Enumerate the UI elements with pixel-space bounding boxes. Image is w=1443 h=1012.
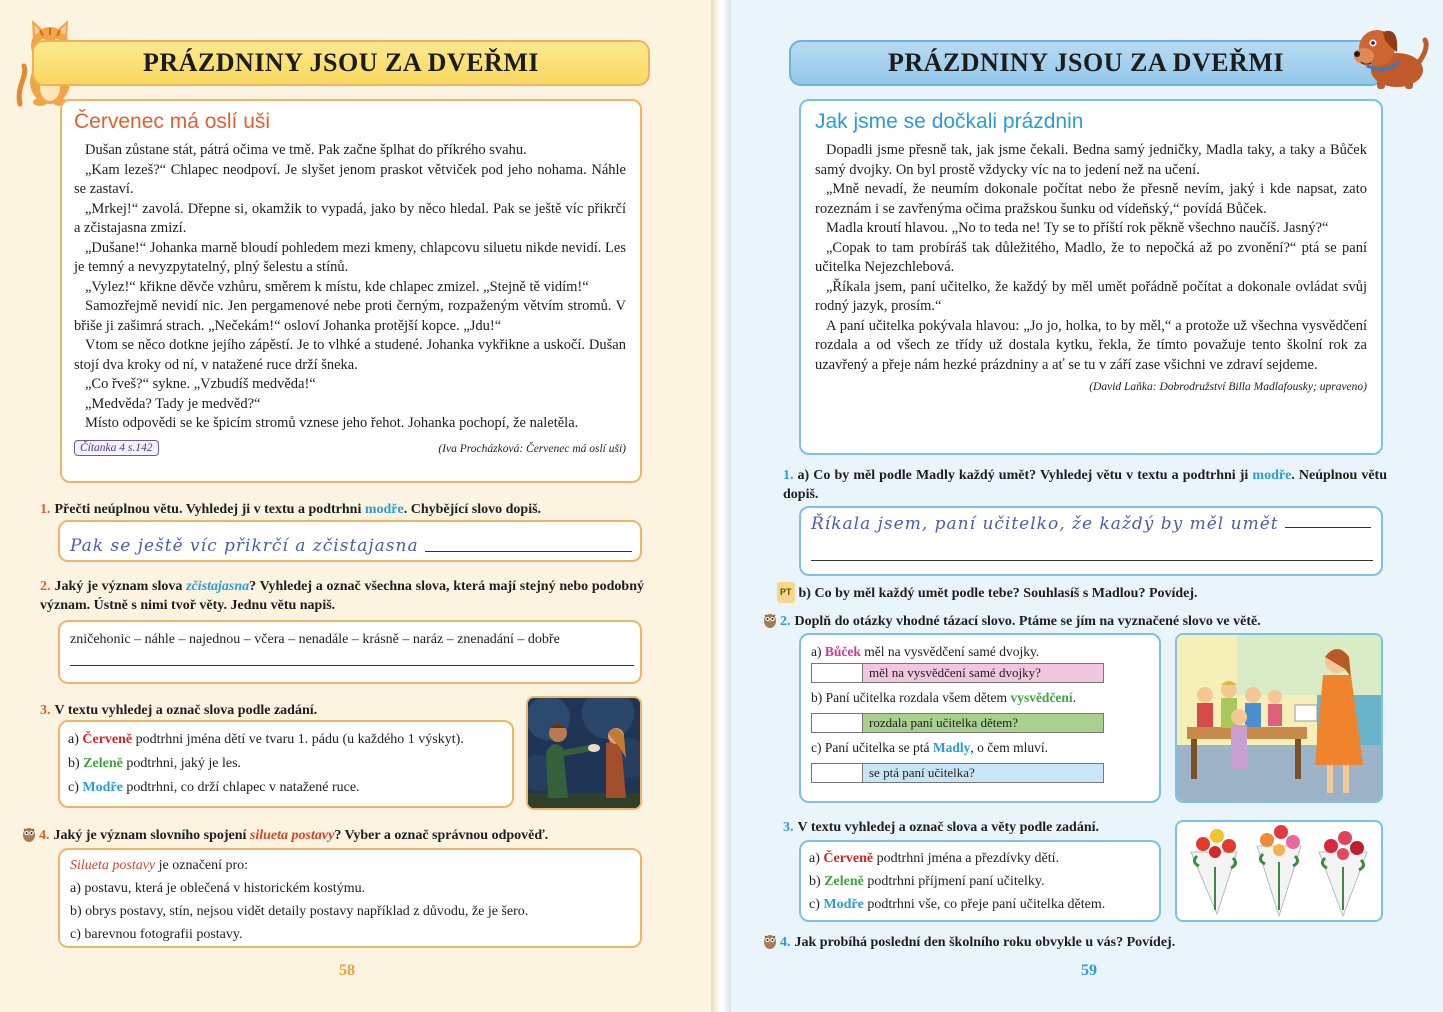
task-number: 1. xyxy=(40,502,51,517)
fill-box-2 xyxy=(799,633,1161,803)
option-b[interactable]: b) Zeleně podtrhni, jaký je les. xyxy=(68,756,242,771)
story-paragraph: Vtom se něco dotkne jejího zápěstí. Je to vlhké a studené. Johanka vykřikne a uskočí. Dušan stojí dva kroky od ní, v natažené ruce drží šneka. xyxy=(74,337,626,373)
dog-icon xyxy=(1347,18,1429,90)
answer-line[interactable] xyxy=(1285,527,1371,528)
story-source: (David Laňka: Dobrodružství Billa Madlafousky; upraveno) xyxy=(1089,381,1367,393)
handwritten-answer: Říkala jsem, paní učitelko, že každý by měl umět xyxy=(811,514,1279,534)
task-3 xyxy=(783,818,1173,837)
options-box-4 xyxy=(58,848,642,948)
story-paragraph: „Mrkej!“ zavolá. Dřepne si, okamžik to vypadá, jako by něco hledal. Pak se ještě víc přikrčí a zčistajasna zmizí. xyxy=(74,200,626,236)
task-2 xyxy=(40,577,644,615)
task-text: Doplň do otázky vhodné tázací slovo. Ptáme se jím na vyznačené slovo ve větě. xyxy=(794,614,1261,629)
story-heading: Jak jsme se dočkali prázdnin xyxy=(815,110,1084,133)
page-number: 59 xyxy=(1081,962,1097,979)
page-title: PRÁZDNINY JSOU ZA DVEŘMI xyxy=(789,40,1383,86)
story-paragraph: „Říkala jsem, paní učitelko, že každý by měl umět pořádně počítat a dokonale ovládat svůj rodný jazyk, prosím.“ xyxy=(815,278,1367,314)
task-text: b) Co by měl každý umět podle tebe? Souhlasíš s Madlou? Povídej. xyxy=(798,586,1198,601)
question-a: měl na vysvědčení samé dvojky? xyxy=(862,663,1104,683)
task-3 xyxy=(40,701,520,720)
task-text: Jaký je význam slovního spojení xyxy=(53,828,250,843)
page-gutter xyxy=(711,0,731,1012)
task-text: Přečti neúplnou větu. Vyhledej ji v textu a podtrhni xyxy=(54,502,365,517)
option-c[interactable]: c) Modře podtrhni, co drží chlapec v natažené ruce. xyxy=(68,780,360,795)
story-paragraph: „Co řveš?“ sykne. „Vzbudíš medvěda!“ xyxy=(85,376,316,392)
task-4 xyxy=(763,933,1383,952)
story-box xyxy=(60,99,642,483)
answer-line[interactable] xyxy=(425,551,632,552)
question-c: se ptá paní učitelka? xyxy=(862,763,1104,783)
options-box-3 xyxy=(799,840,1161,922)
task-text-color: modře xyxy=(364,502,404,517)
answer-box-2 xyxy=(58,620,642,684)
task-text: ? Vyber a označ správnou odpověď. xyxy=(334,828,549,843)
task-text: Jaký je význam slova xyxy=(54,579,187,594)
sentence-a: a) Bůček měl na vysvědčení samé dvojky. xyxy=(811,644,1040,659)
fill-row-b xyxy=(811,713,1149,733)
story-paragraph: A paní učitelka pokývala hlavou: „Jo jo, holka, to by měl,“ a protože už všechna vysvědčení rozdala a od všech ze třídy už dostala kytku, řekla, že tímto považuje tento školní rok za uzavřený a přeje nám hezké prázdniny a ať se tu v září zase všichni ve zdraví sejdeme. xyxy=(815,317,1367,373)
task-text: V textu vyhledej a označ slova a věty podle zadání. xyxy=(797,820,1100,835)
story-paragraph: Dušan zůstane stát, pátrá očima ve tmě. Pak začne šplhat do příkrého svahu. xyxy=(85,142,527,158)
story-source: (Iva Procházková: Červenec má oslí uši) xyxy=(438,442,626,455)
partner-task-badge: PT xyxy=(777,582,795,603)
page-right xyxy=(731,0,1443,1012)
option-a[interactable]: a) Červeně podtrhni jména a přezdívky dětí. xyxy=(809,851,1059,866)
story-footer xyxy=(74,440,626,456)
task-1 xyxy=(783,466,1387,504)
option-c[interactable]: c) Modře podtrhni vše, co přeje paní učitelka dětem. xyxy=(809,897,1106,912)
reader-reference-badge: Čítanka 4 s.142 xyxy=(74,440,159,456)
story-paragraph: „Mně nevadí, že neumím dokonale počítat nebo že přesně nevím, jaký i kde napsat, zato rozeznám i se zavřenýma očima pražskou šunku od vídeňský,“ povídá Bůček. xyxy=(815,181,1367,217)
answer-box-1[interactable] xyxy=(58,520,642,562)
sentence-b: b) Paní učitelka rozdala všem dětem vysvědčení. xyxy=(811,690,1077,705)
option-b[interactable]: b) Zeleně podtrhni příjmení paní učitelky. xyxy=(809,874,1045,889)
classroom-illustration xyxy=(1175,633,1383,803)
story-paragraph: „Medvěda? Tady je medvěd?“ xyxy=(85,395,261,412)
task-number: 4. xyxy=(39,828,50,843)
question-b: rozdala paní učitelka dětem? xyxy=(862,713,1104,733)
answer-line[interactable] xyxy=(811,560,1373,561)
answer-line[interactable] xyxy=(70,665,634,666)
story-paragraph: Samozřejmě nevidí nic. Jen pergamenové nebe proti černým, rozpaženým větvím stromů. V břiše ji zašimrá strach. „Nečekám!“ osloví Johanka protější kopce. „Jdu!“ xyxy=(74,298,626,334)
task-number: 2. xyxy=(40,579,51,594)
task-1 xyxy=(40,500,644,519)
fill-blank-a[interactable] xyxy=(811,663,862,683)
story-paragraph: „Dušane!“ Johanka marně bloudí pohledem mezi kmeny, chlapcovu siluetu nikde nevidí. Les je temný a nevyzpytatelný, plný šelestu a stínů. xyxy=(74,239,626,275)
forest-illustration xyxy=(526,696,642,810)
fill-row-c xyxy=(811,763,1149,783)
task-text: . Chybějící slovo dopiš. xyxy=(403,502,542,517)
story-box xyxy=(799,99,1383,455)
task-number: 4. xyxy=(780,935,791,950)
task-keyword: silueta postavy xyxy=(249,828,335,843)
story-paragraph: „Vylez!“ křikne děvče vzhůru, směrem k místu, kde chlapec zmizel. „Stejně tě vidím!“ xyxy=(85,278,589,295)
owl-icon xyxy=(763,612,777,628)
story-paragraph: „Kam lezeš?“ Chlapec neodpoví. Je slyšet jenom praskot větviček pod jeho nohama. Náhle se zastaví. xyxy=(74,161,626,197)
story-paragraph: Místo odpovědi se ke špicím stromů vznese jeho řehot. Johanka pochopí, že naletěla. xyxy=(85,415,579,431)
option-a[interactable]: a) Červeně podtrhni jména dětí ve tvaru 1. pádu (u každého 1 výskyt). xyxy=(68,732,464,747)
option-c[interactable]: c) barevnou fotografii postavy. xyxy=(70,927,243,942)
task-text: Jak probíhá poslední den školního roku obvykle u vás? Povídej. xyxy=(794,935,1176,950)
story-paragraph: „Copak to tam probíráš tak důležitého, Madlo, že to nepočká až po zvonění?“ ptá se paní učitelka Nejezchlebová. xyxy=(815,239,1367,275)
fill-blank-c[interactable] xyxy=(811,763,862,783)
task-text: V textu vyhledej a označ slova podle zadání. xyxy=(54,703,318,718)
owl-icon xyxy=(763,933,777,949)
task-2 xyxy=(763,612,1383,631)
fill-blank-b[interactable] xyxy=(811,713,862,733)
owl-icon xyxy=(22,826,36,842)
task-number: 2. xyxy=(780,614,791,629)
options-box-3 xyxy=(58,720,514,808)
handwritten-answer: Pak se ještě víc přikrčí a zčistajasna xyxy=(70,536,419,556)
task-number: 3. xyxy=(783,820,794,835)
sentence-c: c) Paní učitelka se ptá Madly, o čem mluví. xyxy=(811,740,1048,755)
story-paragraph: Dopadli jsme přesně tak, jak jsme čekali. Bedna samý jedničky, Madla taky, a taky a Bůček samý dvojky. On byl prostě vždycky víc na to jedení než na učení. xyxy=(815,142,1367,178)
task-number: 3. xyxy=(40,703,51,718)
task-text: ? Vyhledej a označ všechna slova, která mají stejný nebo podobný význam. Ústně s nimi tvoř věty. Jednu větu napiš. xyxy=(40,579,644,613)
task-text: a) Co by měl podle Madly každý umět? Vyhledej větu v textu a podtrhni ji xyxy=(797,468,1253,483)
option-b[interactable]: b) obrys postavy, stín, nejsou vidět detaily postavy například z důvodu, že je šero. xyxy=(70,904,529,919)
fill-row-a xyxy=(811,663,1149,683)
page-number: 58 xyxy=(339,962,355,979)
word-list[interactable]: zničehonic – náhle – najednou – včera – nenadále – krásně – naráz – znenadání – dobře xyxy=(70,632,560,647)
task-text-color: modře xyxy=(1252,468,1292,483)
answer-box-1 xyxy=(799,506,1383,576)
option-a[interactable]: a) postavu, která je oblečená v historickém kostýmu. xyxy=(70,881,366,896)
page-left xyxy=(0,0,711,1012)
task-keyword: zčistajasna xyxy=(186,579,250,594)
story-heading: Červenec má oslí uši xyxy=(74,110,271,133)
task-4 xyxy=(22,826,644,845)
page-title: PRÁZDNINY JSOU ZA DVEŘMI xyxy=(32,40,650,86)
story-paragraph: Madla kroutí hlavou. „No to teda ne! Ty se to příští rok pěkně všechno naučíš. Jasný?“ xyxy=(826,220,1329,236)
task-text: . Neúplnou větu dopiš. xyxy=(783,468,1387,502)
flowers-illustration xyxy=(1175,820,1383,922)
task-1b xyxy=(777,582,1381,603)
option-lead: Silueta postavy je označení pro: xyxy=(70,858,249,873)
task-number: 1. xyxy=(783,468,794,483)
